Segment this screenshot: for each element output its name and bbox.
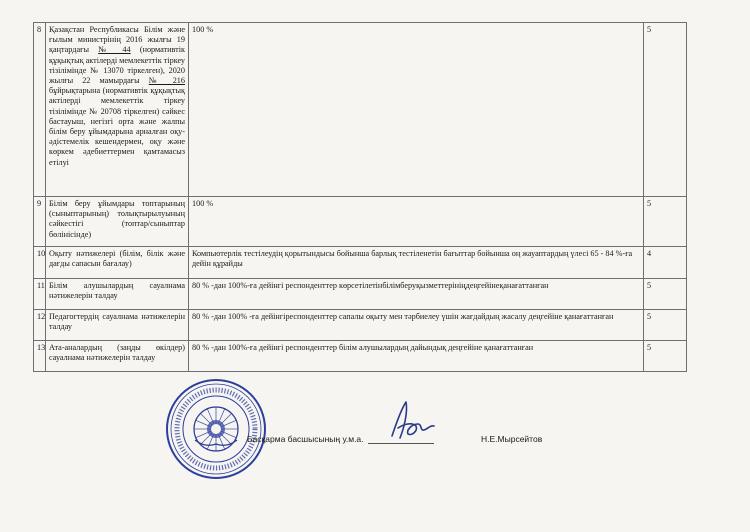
row-number: 8	[34, 23, 46, 197]
row-number: 12	[34, 310, 46, 341]
criterion-text: (нормативтік құқықтық актілерді мемлекеттік тіркеу тізілімінде № 13070 тіркелген), 2020 жылғы 22 мамырдағы	[49, 45, 186, 86]
criterion-name	[46, 310, 189, 341]
criterion-text: Білім беру ұйымдары топтарының (сыныптарының) толықтырылуының сәйкестігі (топтар/сыныптар бөлінісінде)	[49, 199, 185, 239]
row-number: 9	[34, 197, 46, 247]
criterion-text: Ата-аналардың (заңды өкілдер) сауалнама нәтижелерін талдау	[49, 343, 185, 363]
criteria-row	[34, 197, 687, 247]
signature-icon	[378, 398, 438, 444]
row-number: 10	[34, 247, 46, 279]
result-value: 100 %	[189, 197, 644, 247]
criterion-name	[46, 197, 189, 247]
criterion-text: Білім алушылардың сауалнама нәтижелерін талдау	[49, 281, 185, 301]
criterion-name	[46, 341, 189, 372]
criterion-name	[46, 279, 189, 310]
result-value: Компьютерлік тестілеудің қорытындысы бойынша барлық тестіленетін бағыттар бойынша оң жауаптардың үлесі 65 - 84 %-ға дейін құрайды	[189, 247, 644, 279]
result-value: 100 %	[189, 23, 644, 197]
criterion-text: Педагогтердің сауалнама нәтижелерін талдау	[49, 312, 185, 332]
order-reference-link: № 216	[148, 76, 185, 86]
row-number: 13	[34, 341, 46, 372]
signer-name: Н.Е.Мырсейтов	[481, 434, 543, 444]
criterion-text: Оқыту нәтижелері (білім, білік және дағды сапасын бағалау)	[49, 249, 185, 269]
row-number: 11	[34, 279, 46, 310]
criteria-row	[34, 23, 687, 197]
criteria-row	[34, 247, 687, 279]
score-value: 5	[644, 279, 687, 310]
criterion-name	[46, 23, 189, 197]
criteria-row	[34, 341, 687, 372]
criterion-text: бұйрықтарына (нормативтік құқықтық актілерді мемлекеттік тіркеу тізілімінде № 20708 тіркелген) сәйкес бастауыш, негізгі орта және жалпы білім беру ұйымдарына арналған оқу-әдістемелік кешендермен, оқу және көркем әдебиеттермен қамтамасыз етілуі	[49, 86, 185, 167]
score-value: 4	[644, 247, 687, 279]
criteria-row	[34, 279, 687, 310]
score-value: 5	[644, 197, 687, 247]
result-value: 80 % -дан 100% -ға дейінгіреспонденттер сапалы оқыту мен тәрбиелеу үшін жағдайдың жасалу деңгейіне қанағаттанған	[189, 310, 644, 341]
score-value: 5	[644, 341, 687, 372]
criterion-text: Қазақстан Республикасы Білім және ғылым министрінің 2016 жылғы 19 қаңтардағы	[49, 25, 185, 55]
criteria-row	[34, 310, 687, 341]
result-value: 80 % -дан 100%-ға дейінгі респонденттер білім алушылардың дайындық деңгейіне қанағаттанған	[189, 341, 644, 372]
criteria-table	[33, 22, 687, 372]
score-value: 5	[644, 310, 687, 341]
score-value: 5	[644, 23, 687, 197]
official-seal-icon	[165, 378, 267, 480]
position-title: Басқарма басшысының у.м.а.	[247, 434, 364, 444]
result-value: 80 % -дан 100%-ға дейінгі респонденттер көрсетілетінбілімберуқызметтерініңдеңгейінеқанағаттанған	[189, 279, 644, 310]
criterion-name	[46, 247, 189, 279]
order-reference-link: № 44	[98, 45, 131, 55]
